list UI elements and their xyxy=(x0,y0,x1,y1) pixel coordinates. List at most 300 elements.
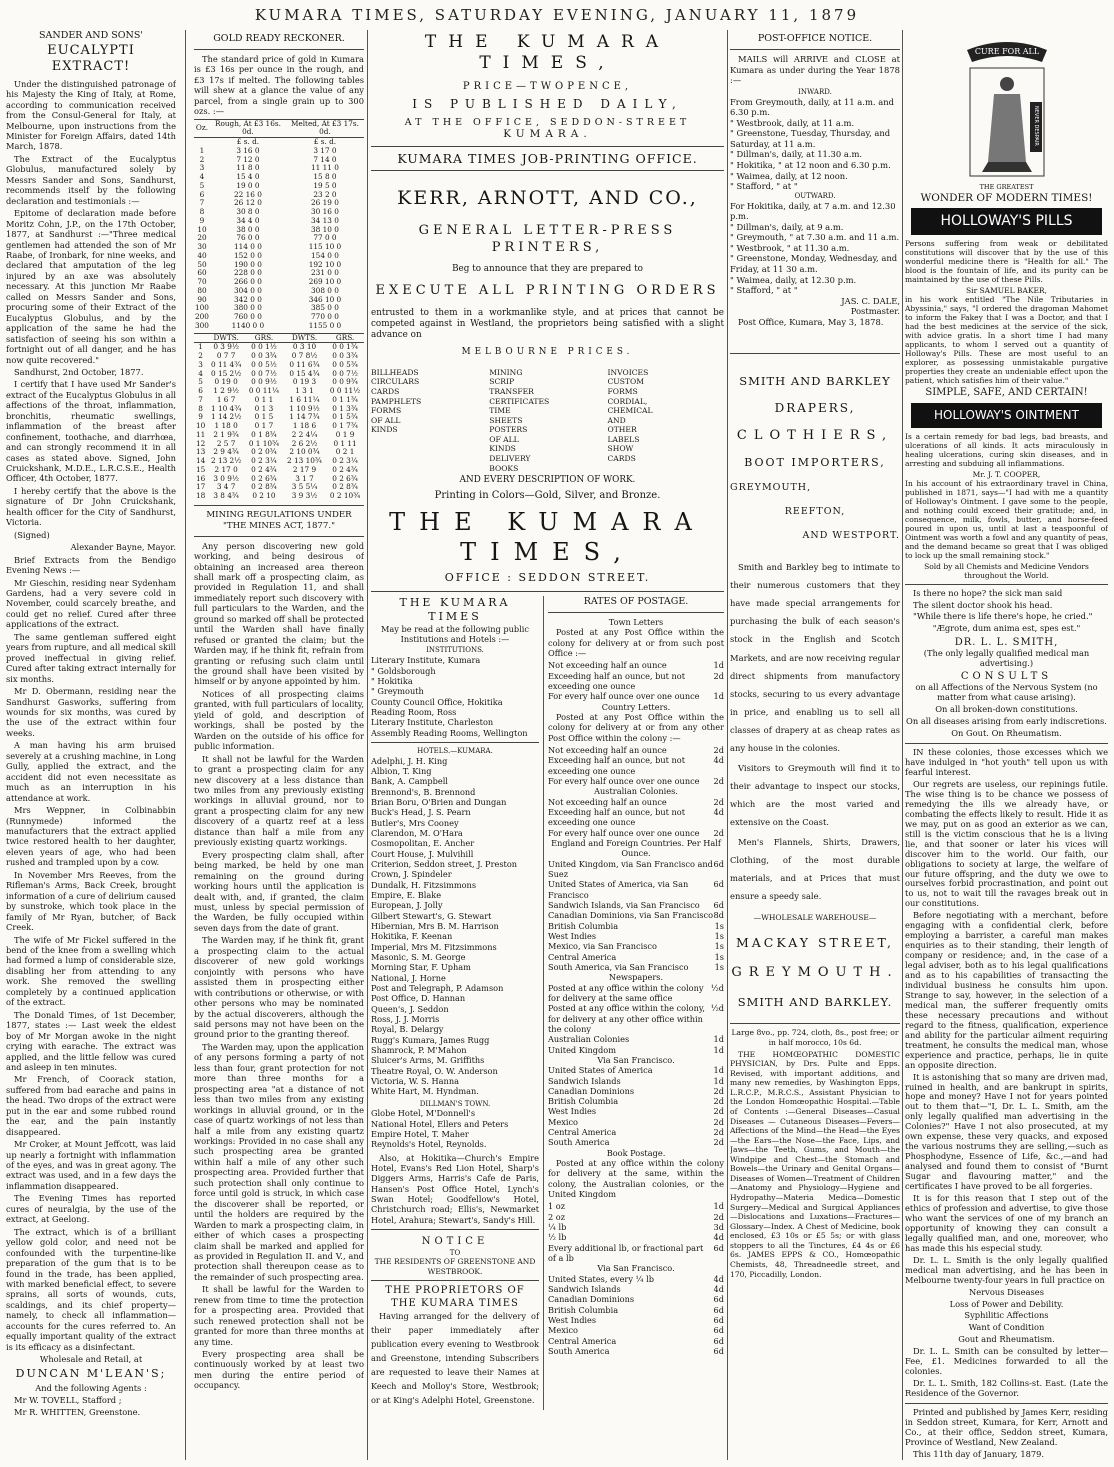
section-title: GOLD READY RECKONER. xyxy=(213,33,345,44)
rate-label: 2 oz xyxy=(548,1211,566,1222)
table-cell: 0 1 5¾ xyxy=(332,412,358,422)
rate-label: For every half ounce over one ounce xyxy=(548,691,700,702)
list-item: Literary Institute, Charleston xyxy=(371,717,494,728)
ad-headline: WONDER OF MODERN TIMES! xyxy=(920,191,1093,204)
table-cell: 200 xyxy=(195,312,209,322)
rate-label: Every additional lb, or fractional part of a lb xyxy=(548,1242,704,1264)
rate-value: 2d xyxy=(713,827,724,838)
table-cell: 1 3 1 xyxy=(295,386,314,396)
rate-value: 6d xyxy=(713,858,724,869)
table-cell: 0 0 7½ xyxy=(251,368,277,378)
table-cell: 17 xyxy=(195,482,206,492)
list-item: INVOICES xyxy=(607,367,649,377)
table-cell: 1 10 4¾ xyxy=(210,403,242,413)
table-cell: 1 14 2½ xyxy=(210,412,242,422)
table-cell: 7 12 0 xyxy=(236,154,260,164)
table-cell: 4 xyxy=(198,368,203,378)
section-title: Via San Francisco. xyxy=(597,1263,675,1274)
list-item: Buck's Head, J. S. Pearn xyxy=(371,807,471,818)
table-cell: 15 8 0 xyxy=(313,172,337,182)
rate-value: 6d xyxy=(713,1304,724,1315)
ad-headline: DR. L. L. SMITH, xyxy=(954,637,1059,649)
table-row xyxy=(194,164,364,173)
section-title: Sir SAMUEL BAKER, xyxy=(966,286,1047,296)
section-title: THE PROPRIETORS OF THE KUMARA TIMES xyxy=(385,1285,525,1309)
rate-label: For every half ounce over one ounce xyxy=(548,775,700,786)
paragraph: Mr Croker, at Mount Jeffcott, was laid up nearly a fortnight with inflammation of the eyes, and was in great agony. The extract was used, and in a few days the inflammation disappeared. xyxy=(6,1139,176,1191)
table-cell: 1 18 6 xyxy=(292,421,317,431)
paragraph: A man having his arm bruised severely at a crushing machine, in Long Gully, applied the extract, and the accident did not even necessitate as much as an interruption in his attendance at work. xyxy=(6,740,176,803)
table-cell: 9 xyxy=(198,412,203,422)
rate-label: Sandwich Islands, via San Francisco xyxy=(548,899,700,910)
rate-label: United Kingdom, via San Francisco and Suez xyxy=(548,858,713,879)
ad-line: BOOT IMPORTERS, xyxy=(744,456,886,470)
list-item: European, J. Jolly xyxy=(371,900,443,911)
rate-label: Sandwich Islands xyxy=(548,1075,621,1086)
table-cell: 30 16 0 xyxy=(311,207,339,217)
list-item: " Greymouth, " at 7.30 a.m. and 11 a.m. xyxy=(730,232,900,243)
column-header: Rough, At £3 16s. 0d. xyxy=(214,118,281,137)
list-item: " Waimea, daily, at 12 noon. xyxy=(730,170,848,181)
list-item: Adelphi, J. H. King xyxy=(371,755,448,766)
paragraph: Beg to announce that they are prepared to xyxy=(452,264,643,275)
paragraph: Under the distinguished patronage of his Majesty the King of Italy, at Rome, according to communication received from the Consul-General for Italy, at Melbourne, upon instructions from the Minister for Foreign Affairs, dated 14th March, 1878. xyxy=(6,78,176,152)
column-header: GRS. xyxy=(254,332,274,342)
paragraph: The silent doctor shook his head. xyxy=(913,599,1053,610)
table-cell: 770 0 0 xyxy=(311,312,339,322)
rate-value: 1s xyxy=(714,920,724,931)
ad-headline: SMITH AND BARKLEY xyxy=(739,374,891,389)
rate-value: 1d xyxy=(713,1065,724,1076)
list-item: Albion, T. King xyxy=(371,766,432,777)
table-cell: 19 0 0 xyxy=(236,180,260,190)
rate-row xyxy=(548,828,724,838)
list-item: " Stafford, " at " xyxy=(730,285,798,296)
rate-value: 1s xyxy=(714,930,724,941)
list-item: Royal, B. Delargy xyxy=(371,1024,444,1035)
list-item: Post and Telegraph, P. Adamson xyxy=(371,982,504,993)
list-item: " Westbrook, " at 11.30 a.m. xyxy=(730,242,850,253)
table-cell: 3 17 0 xyxy=(313,145,337,155)
paragraph: Every prospecting claim shall, after being marked, be held by one man remaining on the ground during working hours until the application is dealt with, and, if granted, the claim must, unless by special permission of the Warden, be fully occupied within seven days from the date of grant. xyxy=(194,849,364,933)
ad-headline: SIMPLE, SAFE, AND CERTAIN! xyxy=(925,387,1088,399)
ad-headline: CONSULTS xyxy=(960,671,1053,683)
list-item: FORMS OF ALL KINDS xyxy=(371,406,402,435)
rate-label: ¼ lb xyxy=(548,1222,567,1233)
rate-row xyxy=(548,1315,724,1325)
paragraph: in his work entitled "The Nile Tributaries in Abyssinia," says, "I ordered the dragoman Mahomet to inform the Fakey that I was a Doctor, and that I had the best medicines at the service of the sick, with advice gratis. In a short time I had many applicants, to whom I served out a quantity of Holloway's Pills. These are most useful to an explorer, as possessing unmistakable purgative properties they create an undeniable effect upon the patient, which satisfies him of their value." xyxy=(905,295,1108,386)
ad-line: GREYMOUTH, xyxy=(730,482,812,494)
rate-row xyxy=(548,1086,724,1096)
list-item: Imperial, Mrs M. Fitzsimmons xyxy=(371,941,497,952)
rate-label: South America, via San Francisco xyxy=(548,961,689,972)
table-cell: 3 9 3½ xyxy=(291,491,318,501)
ad-title: SANDER AND SONS' xyxy=(39,30,143,41)
table-cell: 6 xyxy=(198,386,203,396)
published-line: IS PUBLISHED DAILY, xyxy=(412,97,683,112)
paragraph: Large 8vo., pp. 724, cloth, 8s., post free; or in half morocco, 10s 6d. xyxy=(731,1028,899,1047)
paragraph: The Warden may, upon the application of any persons forming a party of not less than four, grant protection for not more than three months for a prospecting area "at a distance of not less than two miles from any existing workings in alluvial ground, or in the case of quartz workings of not less than half a mile from any existing quartz workings: Provided in no case shall any such prospecting area be granted within half a mile of any other such prospecting area. Provided further that such protection shall only continue to force until gold is struck, in which case the discoverer shall be reported, or until the holders are required by the Warden to mark a prospecting claim, in either of which cases a prospecting claim shall be marked and applied for as provided in Regulation II. and V., and protection shall thereupon cease as to the remainder of such prospecting area. xyxy=(194,1041,364,1282)
rate-label: Not exceeding half an ounce xyxy=(548,660,667,671)
table-cell: 38 10 0 xyxy=(311,224,339,234)
rate-value: 6d xyxy=(713,1325,724,1336)
table-cell: 5 xyxy=(198,377,203,387)
paragraph: It is for this reason that I step out of the ethics of profession and advertise, to give those who want the services of one of my branch an opportunity of knowing they can consult a legally qualified man, and one, moreover, who has made this his especial study. xyxy=(905,1193,1108,1253)
table-cell: 1155 0 0 xyxy=(308,320,342,330)
table-cell: 9 xyxy=(199,215,205,225)
table-row xyxy=(194,173,364,182)
table-cell: 70 xyxy=(197,277,207,287)
paragraph: Nervous Diseases xyxy=(969,1286,1044,1297)
rate-value: 3d xyxy=(713,1222,724,1233)
paragraph: "Ægrote, dum anima est, spes est." xyxy=(932,623,1081,634)
column-header: £ s. d. xyxy=(313,137,337,147)
table-cell: 0 1 11 xyxy=(333,438,357,448)
paragraph: Is a certain remedy for bad legs, bad breasts, and ulcerations of all kinds. It acts miraculously in healing ulcerations, curing skin diseases, and in arresting and subduing all inflammations. xyxy=(905,431,1108,468)
rate-label: West Indies xyxy=(548,1106,597,1117)
rate-label: South America xyxy=(548,1137,610,1148)
table-cell: 2 xyxy=(199,154,205,164)
paragraph: Alexander Bayne, Mayor. xyxy=(70,542,176,553)
rate-value: 1d xyxy=(713,1075,724,1086)
table-cell: 0 0 9½ xyxy=(251,377,277,387)
paragraph: Mr Gieschin, residing near Sydenham Gardens, had a very severe cold in November, could scarcely breathe, and could get no relief. Cured after three applications of the extract. xyxy=(6,577,176,630)
rate-label: 1 oz xyxy=(548,1201,566,1212)
table-cell: 3 0 9½ xyxy=(213,473,239,483)
column-kumara-times xyxy=(371,30,724,1462)
imprint: Printed and published by James Kerr, residing in Seddon street, Kumara, for Kerr, Arnott and Co., at their office, Seddon street, Kumara, Province of Westland, New Zealand. xyxy=(905,1407,1108,1447)
column-header: DWTS. xyxy=(213,332,239,342)
table-cell: 3 5 5¼ xyxy=(291,482,318,492)
list-item: Reynolds's Hotel, Reynolds. xyxy=(371,1139,487,1150)
rate-label: Canadian Dominions xyxy=(548,1294,635,1305)
subcolumn-institutions xyxy=(371,596,544,1410)
table-cell: 0 1 10¾ xyxy=(248,438,280,448)
rate-value: 2d xyxy=(713,1116,724,1127)
list-item: Clarendon, M. O'Hara xyxy=(371,828,463,839)
section-title: POST-OFFICE NOTICE. xyxy=(757,33,873,44)
list-item: AND OTHER LABELS xyxy=(607,415,640,444)
rate-value: 6d xyxy=(713,1315,724,1326)
rate-value: ½d xyxy=(710,982,724,993)
table-cell: 0 2 8¾ xyxy=(332,482,358,492)
list-item: For Hokitika, daily, at 7 a.m. and 12.30 p.m. xyxy=(730,200,896,222)
rate-label: Mexico, via San Francisco xyxy=(548,941,657,952)
rate-row xyxy=(548,859,724,880)
dwt-table xyxy=(194,333,364,501)
printing-list xyxy=(371,368,724,473)
table-cell: 0 11 4¾ xyxy=(210,359,242,369)
table-cell: 100 xyxy=(195,303,209,313)
table-cell: 40 xyxy=(197,250,207,260)
column-holloway xyxy=(905,30,1108,1462)
section-title: Via San Francisco. xyxy=(597,1054,675,1065)
paragraph: Every prospecting area shall be continuously worked by at least two men during the entire period of occupancy. xyxy=(194,1349,364,1391)
list-item: Sluicer's Arms, M. Griffiths xyxy=(371,1055,485,1066)
paragraph: THE RESIDENTS OF GREENSTONE AND WESTBROOK. xyxy=(374,1257,536,1276)
section-title: Town Letters xyxy=(608,617,664,628)
svg-text:NEVER DESPAIR: NEVER DESPAIR xyxy=(1032,106,1039,146)
table-cell: 0 0 11½ xyxy=(329,386,361,396)
table-cell: 38 0 0 xyxy=(236,224,260,234)
table-cell: 0 1 1¾ xyxy=(332,394,358,404)
list-item: Masonic, S. M. George xyxy=(371,951,466,962)
list-item: National Hotel, Ellers and Peters xyxy=(371,1118,509,1129)
paragraph: It shall be lawful for the Warden to renew from time to time the protection for a prospecting area. Provided that such renewed protection shall not be granted for more than three months at any time. xyxy=(194,1284,364,1347)
job-printing-title: KUMARA TIMES JOB-PRINTING OFFICE. xyxy=(397,150,698,166)
table-cell: 34 13 0 xyxy=(311,215,339,225)
section-title: INWARD. xyxy=(798,87,832,96)
paragraph: Mr W. TOVELL, Stafford ; xyxy=(14,1394,122,1405)
ad-line: REEFTON, xyxy=(784,506,846,518)
table-cell: 60 xyxy=(197,268,207,278)
table-cell: 0 2 10 xyxy=(252,491,276,501)
table-cell: 152 0 0 xyxy=(234,250,262,260)
rate-label: ½ lb xyxy=(548,1232,567,1243)
rate-row xyxy=(548,1274,724,1284)
rate-value: 4d xyxy=(713,1273,724,1284)
headline: MELBOURNE PRICES. xyxy=(461,346,634,357)
table-cell: 11 xyxy=(195,429,206,439)
rate-row xyxy=(548,952,724,962)
table-cell: 0 0 11¼ xyxy=(248,386,280,396)
table-row xyxy=(194,147,364,156)
rate-label: West Indies xyxy=(548,930,597,941)
table-cell: 11 8 0 xyxy=(236,163,260,173)
paragraph: IN these colonies, those excesses which we have indulged in "hot youth" tell upon us with fearful interest. xyxy=(905,747,1108,777)
list-item: BILLHEADS xyxy=(371,367,419,377)
paragraph: (The only legally qualified medical man advertising.) xyxy=(923,648,1090,669)
table-cell: 14 xyxy=(195,456,206,466)
rate-row xyxy=(548,1137,724,1147)
table-cell: 0 1 9 xyxy=(335,429,355,439)
rate-row xyxy=(548,755,724,776)
paragraph: Is there no hope? the sick man said xyxy=(913,587,1063,598)
rate-value: 6d xyxy=(713,1294,724,1305)
rate-value: 2d xyxy=(713,1211,724,1222)
table-cell: 20 xyxy=(197,233,207,243)
rate-label: Canadian Dominions, via San Francisco xyxy=(548,910,714,921)
rate-value: 4d xyxy=(713,806,724,817)
table-cell: 0 11 6¾ xyxy=(289,359,320,369)
rate-label: United States, every ¼ lb xyxy=(548,1273,654,1284)
list-item: MINING SCRIP xyxy=(489,367,523,387)
rate-value: 6d xyxy=(713,1335,724,1346)
rate-value: ½d xyxy=(710,1003,724,1014)
paragraph: The standard price of gold in Kumara is £3 16s per ounce in the rough, and £3 17s if melted. The following tables will shew at a glance the value of any parcel, from a single grain up to 300 ozs. :— xyxy=(194,53,364,117)
list-item: Ross, J. J. Morris xyxy=(371,1013,440,1024)
table-cell: 0 2 6¾ xyxy=(332,473,358,483)
table-cell: 3 xyxy=(198,359,203,369)
paragraph: Mr D. Obermann, residing near the Sandhurst Gasworks, suffering from wounds for six months, was cured by the use of the extract within four weeks. xyxy=(6,686,176,738)
paragraph: Epitome of declaration made before Moritz Cohn, J.P., on the 17th October, 1877, at Sandhurst :—"Three medical gentlemen had attended the son of Mr Raabe, of Ironbark, for nine weeks, and declared that amputation of the leg injured by an axe was absolutely necessary. At this junction Mr Raabe called on Messrs Sander and Sons, procuring some of their Extract of the Eucalyptus Globulus, and by the application of the same he had the satisfaction of seeing his son within a fortnight out of all danger, and he has now quite recovered." xyxy=(6,208,176,365)
subcolumn-postage xyxy=(548,596,724,1410)
table-cell: 0 2 10¾ xyxy=(329,491,361,501)
paragraph: (Signed) xyxy=(14,529,50,540)
rate-value: 6d xyxy=(713,899,724,910)
table-row xyxy=(194,182,364,191)
paragraph: Mrs Weppner, in Colbinabbin (Runnymede) informed the manufacturers that the extract applied twice restored health to her daughter, eleven years of age, who had been rushed and trampled upon by a cow. xyxy=(6,805,176,868)
table-cell: 0 2 3¼ xyxy=(251,456,277,466)
rate-value: 2d xyxy=(713,670,724,681)
paragraph: Notices of all prospecting claims granted, with full particulars of locality, yield of gold, and description of workings, shall be posted by the Warden on the outside of his office for public information. xyxy=(194,688,364,752)
paragraph: Want of Condition xyxy=(968,1322,1045,1333)
rate-value: 1d xyxy=(713,1034,724,1045)
rate-value: 4d xyxy=(713,755,724,766)
table-row xyxy=(194,226,364,235)
column-post-office xyxy=(730,30,900,1462)
paragraph: DUNCAN M'LEAN'S; xyxy=(15,1366,167,1380)
table-cell: 6 xyxy=(199,189,205,199)
column-header: £ s. d. xyxy=(236,137,260,147)
list-item: CARDS xyxy=(371,387,400,397)
paragraph: Dr. L. L. Smith, 182 Collins-st. East. (Late the Residence of the Governor. xyxy=(905,1378,1108,1399)
table-cell: 10 xyxy=(197,224,207,234)
table-cell: 30 xyxy=(197,242,207,252)
table-cell: 228 0 0 xyxy=(234,268,262,278)
rate-row xyxy=(548,879,724,900)
table-cell: 0 2 4¾ xyxy=(332,464,358,474)
rate-value: 1d xyxy=(713,1044,724,1055)
table-cell: 26 19 0 xyxy=(311,198,339,208)
table-cell: 154 0 0 xyxy=(311,250,339,260)
paragraph: Posted at any Post Office within the colony for delivery at or from such post Office :— xyxy=(548,627,724,659)
list-item: Shamrock, P. M'Mahon xyxy=(371,1044,467,1055)
column-rule xyxy=(727,30,728,1460)
section-title: RATES OF POSTAGE. xyxy=(583,596,689,608)
table-cell: 346 10 0 xyxy=(308,294,342,304)
list-item: Theatre Royal, O. W. Anderson xyxy=(371,1065,498,1076)
rate-label: United Kingdom xyxy=(548,1044,616,1055)
paragraph: In his account of his extraordinary travel in China, published in 1871, says—"I had with me a quantity of Holloway's Ointment. I gave some to the people, and nothing could exceed their gratitude; and, in consequence, milk, fowls, butter, and horse-feed poured in upon us, until at last a teaspoonful of Ointment was worth a fowl and any quantity of peas, and the demand became so great that I was obliged to lock up the small remaining stock." xyxy=(905,478,1108,560)
rate-label: For every half ounce over one ounce xyxy=(548,827,700,838)
table-cell: 1 6 7 xyxy=(216,394,236,404)
paragraph: May be read at the following public Institutions and Hotels :— xyxy=(381,623,529,645)
paragraph: Wholesale and Retail, at xyxy=(39,1354,143,1365)
paragraph: Syphilitic Affections xyxy=(964,1310,1049,1321)
rate-label: Canadian Dominions xyxy=(548,1085,635,1096)
paragraph: Smith and Barkley beg to intimate to their numerous customers that they have made special arrangements for purchasing the bulk of each season's stock in the English and Scotch Markets, and are now receiving regular direct shipments from manufactory stocks, securing to us every advantage in price, and enabling us to sell all classes of drapery at as cheap rates as any house in the colonies. xyxy=(730,562,900,753)
paragraph: Posted at any office within the colony for delivery at the same, within the colony, the Australian colonies, or the United Kingdom xyxy=(548,1158,724,1200)
rate-label: United States of America xyxy=(548,1065,653,1076)
list-item: SHOW CARDS xyxy=(607,444,636,463)
rate-row xyxy=(548,1284,724,1294)
table-cell: 0 1 3¾ xyxy=(332,403,358,413)
list-item: Criterion, Seddon street, J. Preston xyxy=(371,859,518,869)
table-cell: 0 0 3¾ xyxy=(332,351,358,361)
table-cell: 0 0 1½ xyxy=(251,342,277,352)
ointment-banner: HOLLOWAY'S OINTMENT xyxy=(911,403,1102,427)
table-cell: 1 6 11¼ xyxy=(289,394,320,404)
rate-value: 1s xyxy=(714,941,724,952)
rate-row xyxy=(548,1065,724,1075)
paragraph: Visitors to Greymouth will find it to their advantage to inspect our stocks, which are the most varied and extensive on the Coast. xyxy=(730,762,900,828)
rate-row xyxy=(548,1232,724,1242)
ad-line: THE GREATEST xyxy=(979,183,1034,191)
svg-text:CURE FOR ALL: CURE FOR ALL xyxy=(974,47,1039,56)
firm-name: KERR, ARNOTT, AND CO., xyxy=(397,187,698,210)
rate-value: 2d xyxy=(713,745,724,755)
table-cell: 1 18 0 xyxy=(214,421,238,431)
table-cell: 1 xyxy=(199,145,205,155)
table-cell: 114 0 0 xyxy=(234,242,262,252)
paragraph: MAILS will ARRIVE and CLOSE at Kumara as under during the Year 1878 :— xyxy=(730,53,900,86)
paragraph: And the following Agents : xyxy=(35,1382,147,1393)
table-cell: 0 0 9¾ xyxy=(332,377,358,387)
paragraph: Dr. L. L. Smith is the only legally qualified medical man advertising, and he has been in Melbourne twenty-four years in full practice on xyxy=(905,1254,1108,1285)
office-line: OFFICE : SEDDON STREET. xyxy=(444,571,651,585)
rate-row xyxy=(548,910,724,920)
paragraph: on all Affections of the Nervous System (no matter from what cause arising). xyxy=(915,682,1098,703)
table-cell: 0 7 8½ xyxy=(291,351,318,361)
rate-row xyxy=(548,1346,724,1356)
rate-value: 2d xyxy=(713,1127,724,1138)
paragraph: Mr R. WHITTEN, Greenstone. xyxy=(14,1407,141,1418)
rate-row xyxy=(548,941,724,951)
list-item: Cosmopolitan, E. Ancher xyxy=(371,838,475,849)
office-line: AT THE OFFICE, SEDDON-STREET xyxy=(404,116,691,128)
list-item: " Greenstone, Tuesday, Thursday, and Saturday, at 11 a.m. xyxy=(730,128,891,149)
rate-row xyxy=(548,1212,724,1222)
ad-line: CLOTHIERS, xyxy=(736,428,894,444)
rate-row xyxy=(548,745,724,755)
rate-row xyxy=(548,660,724,670)
rate-label: Not exceeding half an ounce xyxy=(548,796,667,807)
table-cell: 0 0 5¾ xyxy=(332,359,358,369)
rate-label: South America xyxy=(548,1346,610,1357)
table-cell: 0 15 2½ xyxy=(210,368,242,378)
table-cell: 2 5 7 xyxy=(216,438,236,448)
rate-value: 2d xyxy=(713,1096,724,1107)
table-cell: 0 2 8¾ xyxy=(251,482,277,492)
table-cell: 190 0 0 xyxy=(234,259,262,269)
table-cell: 0 1 8¾ xyxy=(251,429,277,439)
rate-value: 1d xyxy=(713,660,724,671)
table-cell: 304 0 0 xyxy=(234,285,262,295)
paragraph: Before negotiating with a merchant, before engaging with a confidential clerk, before employing a barrister, a careful man makes enquiries as to their standing, their length of company or residence; and, in the case of a legal adviser, both as to his legal qualifications and as to his capabilities of transacting the individual business he consults him upon. Strange to say, however, in the selection of a medical man, the sufferer frequently omits these necessary precautions and without regard to the fitness, qualification, experience and ability for the particular ailment requiring treatment, he consults the medical man, whose experience and practice, perhaps, lie in quite an opposite direction. xyxy=(905,910,1108,1070)
table-cell: 76 0 0 xyxy=(236,233,260,243)
list-item: " Dillman's, daily, at 11.30 a.m. xyxy=(730,149,863,160)
paper-title: THE KUMARA TIMES, xyxy=(424,32,671,74)
list-item: From Greymouth, daily, at 11 a.m. and 6.30 p.m. xyxy=(730,96,894,118)
table-cell: 380 0 0 xyxy=(234,303,262,313)
table-cell: 30 8 0 xyxy=(236,207,260,217)
paragraph: Loss of Power and Debility. xyxy=(949,1298,1064,1309)
rate-value: 1s xyxy=(714,961,724,972)
table-cell: 5 xyxy=(199,180,205,190)
column-header: Melted, At £3 17s. 0d. xyxy=(290,118,359,137)
table-cell: 0 7 7 xyxy=(216,351,236,361)
paragraph: On all broken-down constitutions. xyxy=(935,704,1078,715)
section-title: England and Foreign Countries. Per Half Ounce. xyxy=(551,837,721,859)
list-item: Dundalk, H. Fitzsimmons xyxy=(371,879,477,890)
paragraph: Our regrets are useless, our repinings futile. The wise thing is to be chance we possess of remedying the ills we already have, or combating the effects likely to result. Hide it as we may, put on as good an exterior as we can, still is the victim conscious that he is a living lie, and that sooner or later his vices will discover him to the world. Our faith, our obligations to society at large, the welfare of our future offspring, and the duty we owe to ourselves forbid procrastination, and point out to us, not to wait till the ravages break out in our constitutions. xyxy=(905,778,1108,909)
pills-banner: HOLLOWAY'S PILLS xyxy=(911,208,1102,235)
table-cell: 2 13 10¾ xyxy=(287,456,322,466)
paragraph: Dr. L. L. Smith can be consulted by letter—Fee, £1. Medicines forwarded to all the colonies. xyxy=(905,1346,1108,1377)
paragraph: The wife of Mr Fickel suffered in the bend of the knee from a swelling which had formed a lump of considerable size, disabling her from attending to any work. She removed the swelling completely by a continued application of the extract. xyxy=(6,934,176,1008)
ad-line: —WHOLESALE WAREHOUSE— xyxy=(753,913,877,923)
rate-row xyxy=(548,797,724,807)
rate-label: United States of America, via San Francisco xyxy=(548,879,689,900)
list-item: CORDIAL, CHEMICAL xyxy=(607,396,653,416)
headline: EXECUTE ALL PRINTING ORDERS xyxy=(375,283,720,299)
table-cell: 0 0 1¾ xyxy=(332,342,358,352)
section-title: Country Letters. xyxy=(601,701,671,712)
rate-value: 2d xyxy=(713,796,724,807)
table-cell: 7 xyxy=(199,198,205,208)
rate-row xyxy=(548,1305,724,1315)
